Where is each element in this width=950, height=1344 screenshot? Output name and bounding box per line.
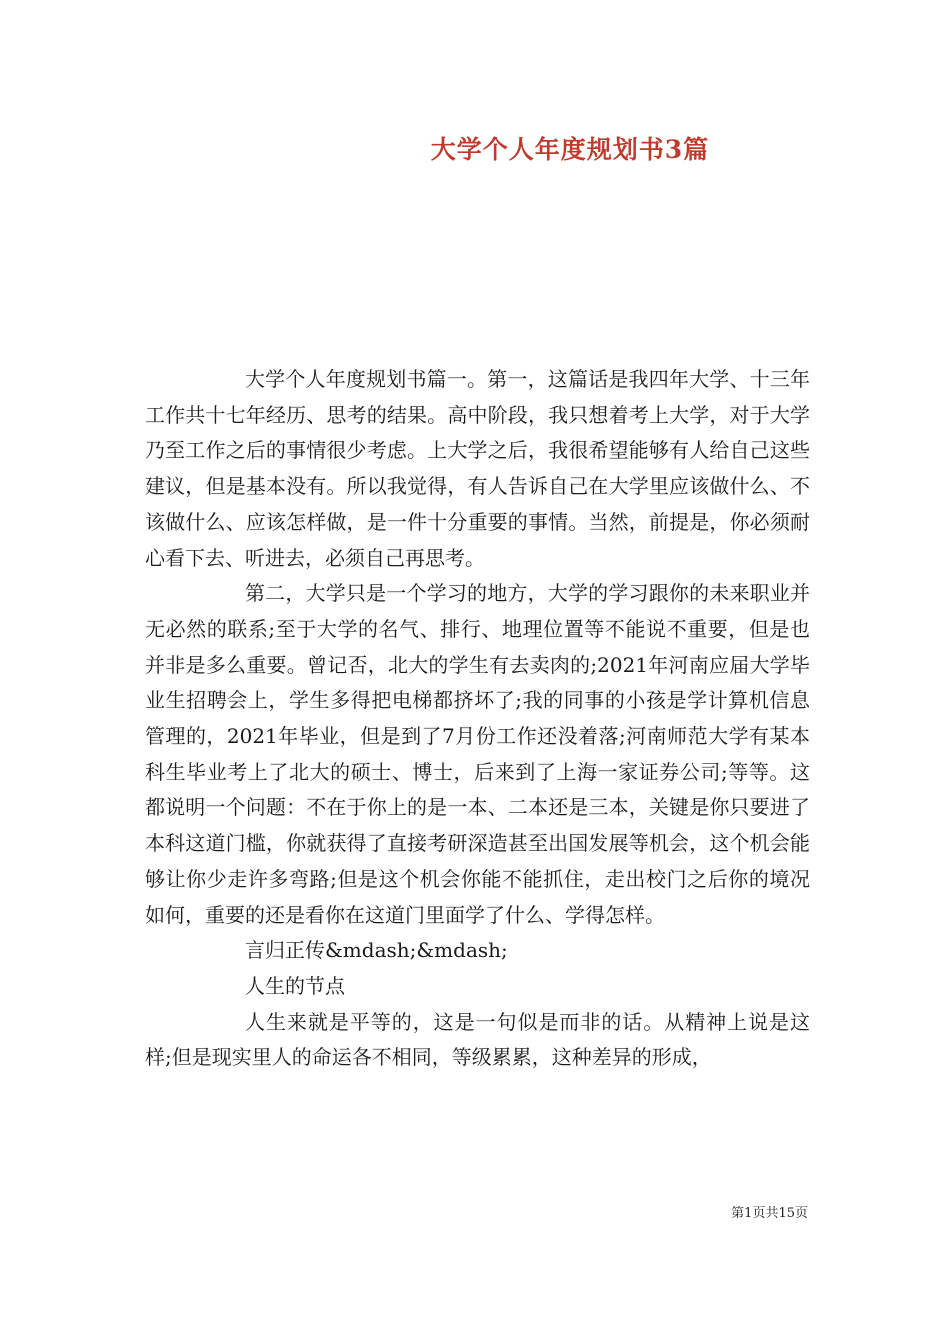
document-title: 大学个人年度规划书3篇: [430, 135, 710, 164]
paragraph: 人生来就是平等的，这是一句似是而非的话。从精神上说是这样;但是现实里人的命运各不相同，等级累累，这种差异的形成，: [145, 1009, 810, 1070]
document-body: [145, 362, 810, 1076]
page-number: 第1页共15页: [731, 1206, 808, 1221]
paragraph: 言归正传&mdash;&mdash;: [245, 938, 508, 963]
paragraph: 第二，大学只是一个学习的地方，大学的学习跟你的未来职业并无必然的联系;至于大学的名气、排行、地理位置等不能说不重要，但是也并非是多么重要。曾记否，北大的学生有去卖肉的;2021年河南应届大学毕业生招聘会上，学生多得把电梯都挤坏了;我的同事的小孩是学计算机信息管理的，2021年毕业，但是到了7月份工作还没着落;河南师范大学有某本科生毕业考上了北大的硕士、博士，后来到了上海一家证券公司;等等。这都说明一个问题：不在于你上的是一本、二本还是三本，关键是你只要进了本科这道门槛，你就获得了直接考研深造甚至出国发展等机会，这个机会能够让你少走许多弯路;但是这个机会你能不能抓住，走出校门之后你的境况如何，重要的还是看你在这道门里面学了什么、学得怎样。: [145, 581, 810, 927]
paragraph: 大学个人年度规划书篇一。第一，这篇话是我四年大学、十三年工作共十七年经历、思考的结果。高中阶段，我只想着考上大学，对于大学乃至工作之后的事情很少考虑。上大学之后，我很希望能够有人给自己这些建议，但是基本没有。所以我觉得，有人告诉自己在大学里应该做什么、不该做什么、应该怎样做，是一件十分重要的事情。当然，前提是，你必须耐心看下去、听进去，必须自己再思考。: [145, 367, 810, 570]
section-heading: 人生的节点: [245, 973, 345, 998]
